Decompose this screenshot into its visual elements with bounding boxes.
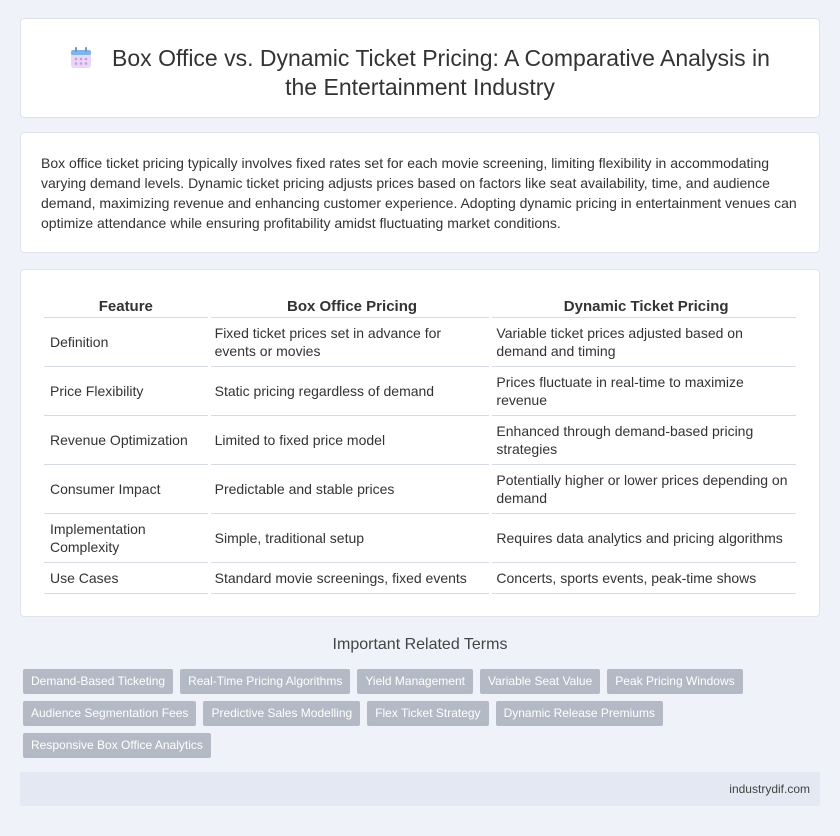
related-term-tag[interactable]: Dynamic Release Premiums <box>496 701 663 726</box>
row-feature: Revenue Optimization <box>44 416 208 465</box>
row-feature: Use Cases <box>44 563 208 594</box>
table-row <box>44 563 796 594</box>
row-dynamic: Prices fluctuate in real-time to maximize revenue <box>492 367 796 416</box>
related-term-tag[interactable]: Peak Pricing Windows <box>607 669 742 694</box>
header-feature: Feature <box>44 295 208 318</box>
table-row <box>44 514 796 563</box>
footer <box>20 772 820 806</box>
related-term-tag[interactable]: Real-Time Pricing Algorithms <box>180 669 350 694</box>
row-dynamic: Concerts, sports events, peak-time shows <box>492 563 796 594</box>
row-feature: Consumer Impact <box>44 465 208 514</box>
row-box-office: Limited to fixed price model <box>211 416 490 465</box>
row-box-office: Static pricing regardless of demand <box>211 367 490 416</box>
row-dynamic: Potentially higher or lower prices depending on demand <box>492 465 796 514</box>
table-row <box>44 465 796 514</box>
table-row <box>44 318 796 367</box>
row-dynamic: Enhanced through demand-based pricing strategies <box>492 416 796 465</box>
row-dynamic: Requires data analytics and pricing algorithms <box>492 514 796 563</box>
related-term-tag[interactable]: Responsive Box Office Analytics <box>23 733 211 758</box>
related-term-tag[interactable]: Yield Management <box>357 669 473 694</box>
title-card <box>20 18 820 118</box>
related-term-tag[interactable]: Audience Segmentation Fees <box>23 701 196 726</box>
comparison-table-card <box>20 269 820 617</box>
table-row <box>44 416 796 465</box>
comparison-table <box>41 295 799 594</box>
related-term-tag[interactable]: Demand-Based Ticketing <box>23 669 173 694</box>
row-feature: Definition <box>44 318 208 367</box>
header-box-office: Box Office Pricing <box>211 295 490 318</box>
page-title: Box Office vs. Dynamic Ticket Pricing: A Comparative Analysis in the Entertainment Industry <box>112 45 770 100</box>
row-dynamic: Variable ticket prices adjusted based on demand and timing <box>492 318 796 367</box>
row-box-office: Fixed ticket prices set in advance for events or movies <box>211 318 490 367</box>
related-terms-list <box>23 669 763 765</box>
related-term-tag[interactable]: Predictive Sales Modelling <box>203 701 360 726</box>
table-row <box>44 367 796 416</box>
summary-card <box>20 132 820 253</box>
related-term-tag[interactable]: Variable Seat Value <box>480 669 600 694</box>
related-terms-title: Important Related Terms <box>332 636 508 653</box>
row-box-office: Simple, traditional setup <box>211 514 490 563</box>
row-feature: Implementation Complexity <box>44 514 208 563</box>
header-dynamic: Dynamic Ticket Pricing <box>492 295 796 318</box>
calendar-icon <box>70 47 92 69</box>
summary-text: Box office ticket pricing typically involves fixed rates set for each movie screening, limiting flexibility in accommodating varying demand levels. Dynamic ticket pricing adjusts prices based on factors like seat availability, time, and audience demand, maximizing revenue and enhancing customer experience. Adopting dynamic pricing in entertainment venues can optimize attendance while ensuring profitability amidst fluctuating market conditions. <box>41 155 797 231</box>
row-feature: Price Flexibility <box>44 367 208 416</box>
footer-site-link[interactable]: industrydif.com <box>729 782 810 796</box>
row-box-office: Standard movie screenings, fixed events <box>211 563 490 594</box>
page-title-wrap <box>21 44 819 102</box>
related-term-tag[interactable]: Flex Ticket Strategy <box>367 701 488 726</box>
row-box-office: Predictable and stable prices <box>211 465 490 514</box>
table-header-row <box>44 295 796 318</box>
